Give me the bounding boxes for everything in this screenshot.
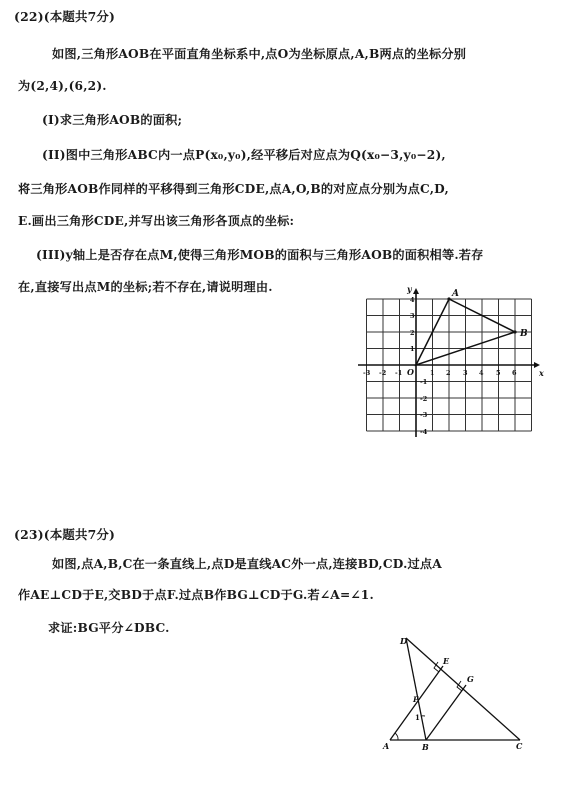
y-tick: 2	[410, 329, 415, 337]
q23-prove: 求证:BG平分∠DBC.	[48, 621, 170, 635]
label-f: F	[413, 695, 419, 704]
x-tick: 1	[430, 369, 435, 377]
q22-part3-line1: (III)y轴上是否存在点M,使得三角形MOB的面积与三角形AOB的面积相等.若存	[36, 248, 484, 262]
x-tick: 6	[512, 369, 517, 377]
q23-geometry-figure	[376, 632, 536, 754]
y-axis-label: y	[407, 284, 412, 294]
q22-part2-line2: 将三角形AOB作同样的平移得到三角形CDE,点A,O,B的对应点分别为点C,D,	[18, 182, 449, 196]
y-tick: -1	[420, 378, 428, 386]
label-e: E	[443, 656, 450, 666]
y-tick: -3	[420, 411, 428, 419]
label-b: B	[520, 329, 528, 339]
y-tick: -2	[420, 395, 428, 403]
label-g: G	[467, 674, 474, 684]
y-tick: 3	[410, 312, 415, 320]
label-a: A	[452, 289, 459, 299]
line-bg	[426, 685, 466, 740]
q22-part3-line2: 在,直接写出点M的坐标;若不存在,请说明理由.	[18, 280, 273, 294]
q23-intro-line2: 作AE⊥CD于E,交BD于点F.过点B作BG⊥CD于G.若∠A=∠1.	[18, 588, 374, 602]
point-a	[447, 297, 450, 300]
q22-coordinate-grid	[350, 283, 545, 443]
y-axis-arrow	[413, 288, 419, 294]
q22-intro-line1: 如图,三角形AOB在平面直角坐标系中,点O为坐标原点,A,B两点的坐标分别	[52, 47, 467, 61]
point-b	[513, 330, 516, 333]
angle-a-arc	[395, 733, 398, 740]
y-tick: 1	[410, 345, 415, 353]
x-tick: 5	[496, 369, 501, 377]
y-tick: 4	[410, 296, 415, 304]
figure-lines	[390, 638, 520, 740]
q23-intro-line1: 如图,点A,B,C在一条直线上,点D是直线AC外一点,连接BD,CD.过点A	[52, 557, 442, 571]
q22-header: (22)(本题共7分)	[14, 9, 116, 24]
label-c: C	[516, 741, 523, 751]
q22-part1: (I)求三角形AOB的面积;	[42, 113, 183, 127]
x-tick: 2	[446, 369, 451, 377]
y-tick: -4	[420, 428, 428, 436]
x-tick: 4	[479, 369, 484, 377]
x-tick-labels	[363, 367, 517, 377]
x-tick: -1	[395, 369, 403, 377]
q22-part2-line1: (II)图中三角形ABC内一点P(x₀,y₀),经平移后对应点为Q(x₀−3,y₀−2),	[42, 148, 446, 162]
label-a: A	[383, 741, 390, 751]
x-tick: -3	[363, 369, 371, 377]
label-b: B	[422, 742, 429, 752]
origin-label: O	[407, 367, 414, 377]
label-d: D	[400, 637, 408, 647]
x-tick: 3	[463, 369, 468, 377]
x-tick: -2	[379, 369, 387, 377]
q23-header: (23)(本题共7分)	[14, 527, 116, 542]
q22-intro-line2: 为(2,4),(6,2).	[18, 79, 107, 93]
q22-part2-line3: E.画出三角形CDE,并写出该三角形各顶点的坐标:	[18, 214, 295, 228]
x-axis-label: x	[539, 368, 544, 378]
label-angle-1: 1	[415, 713, 420, 722]
